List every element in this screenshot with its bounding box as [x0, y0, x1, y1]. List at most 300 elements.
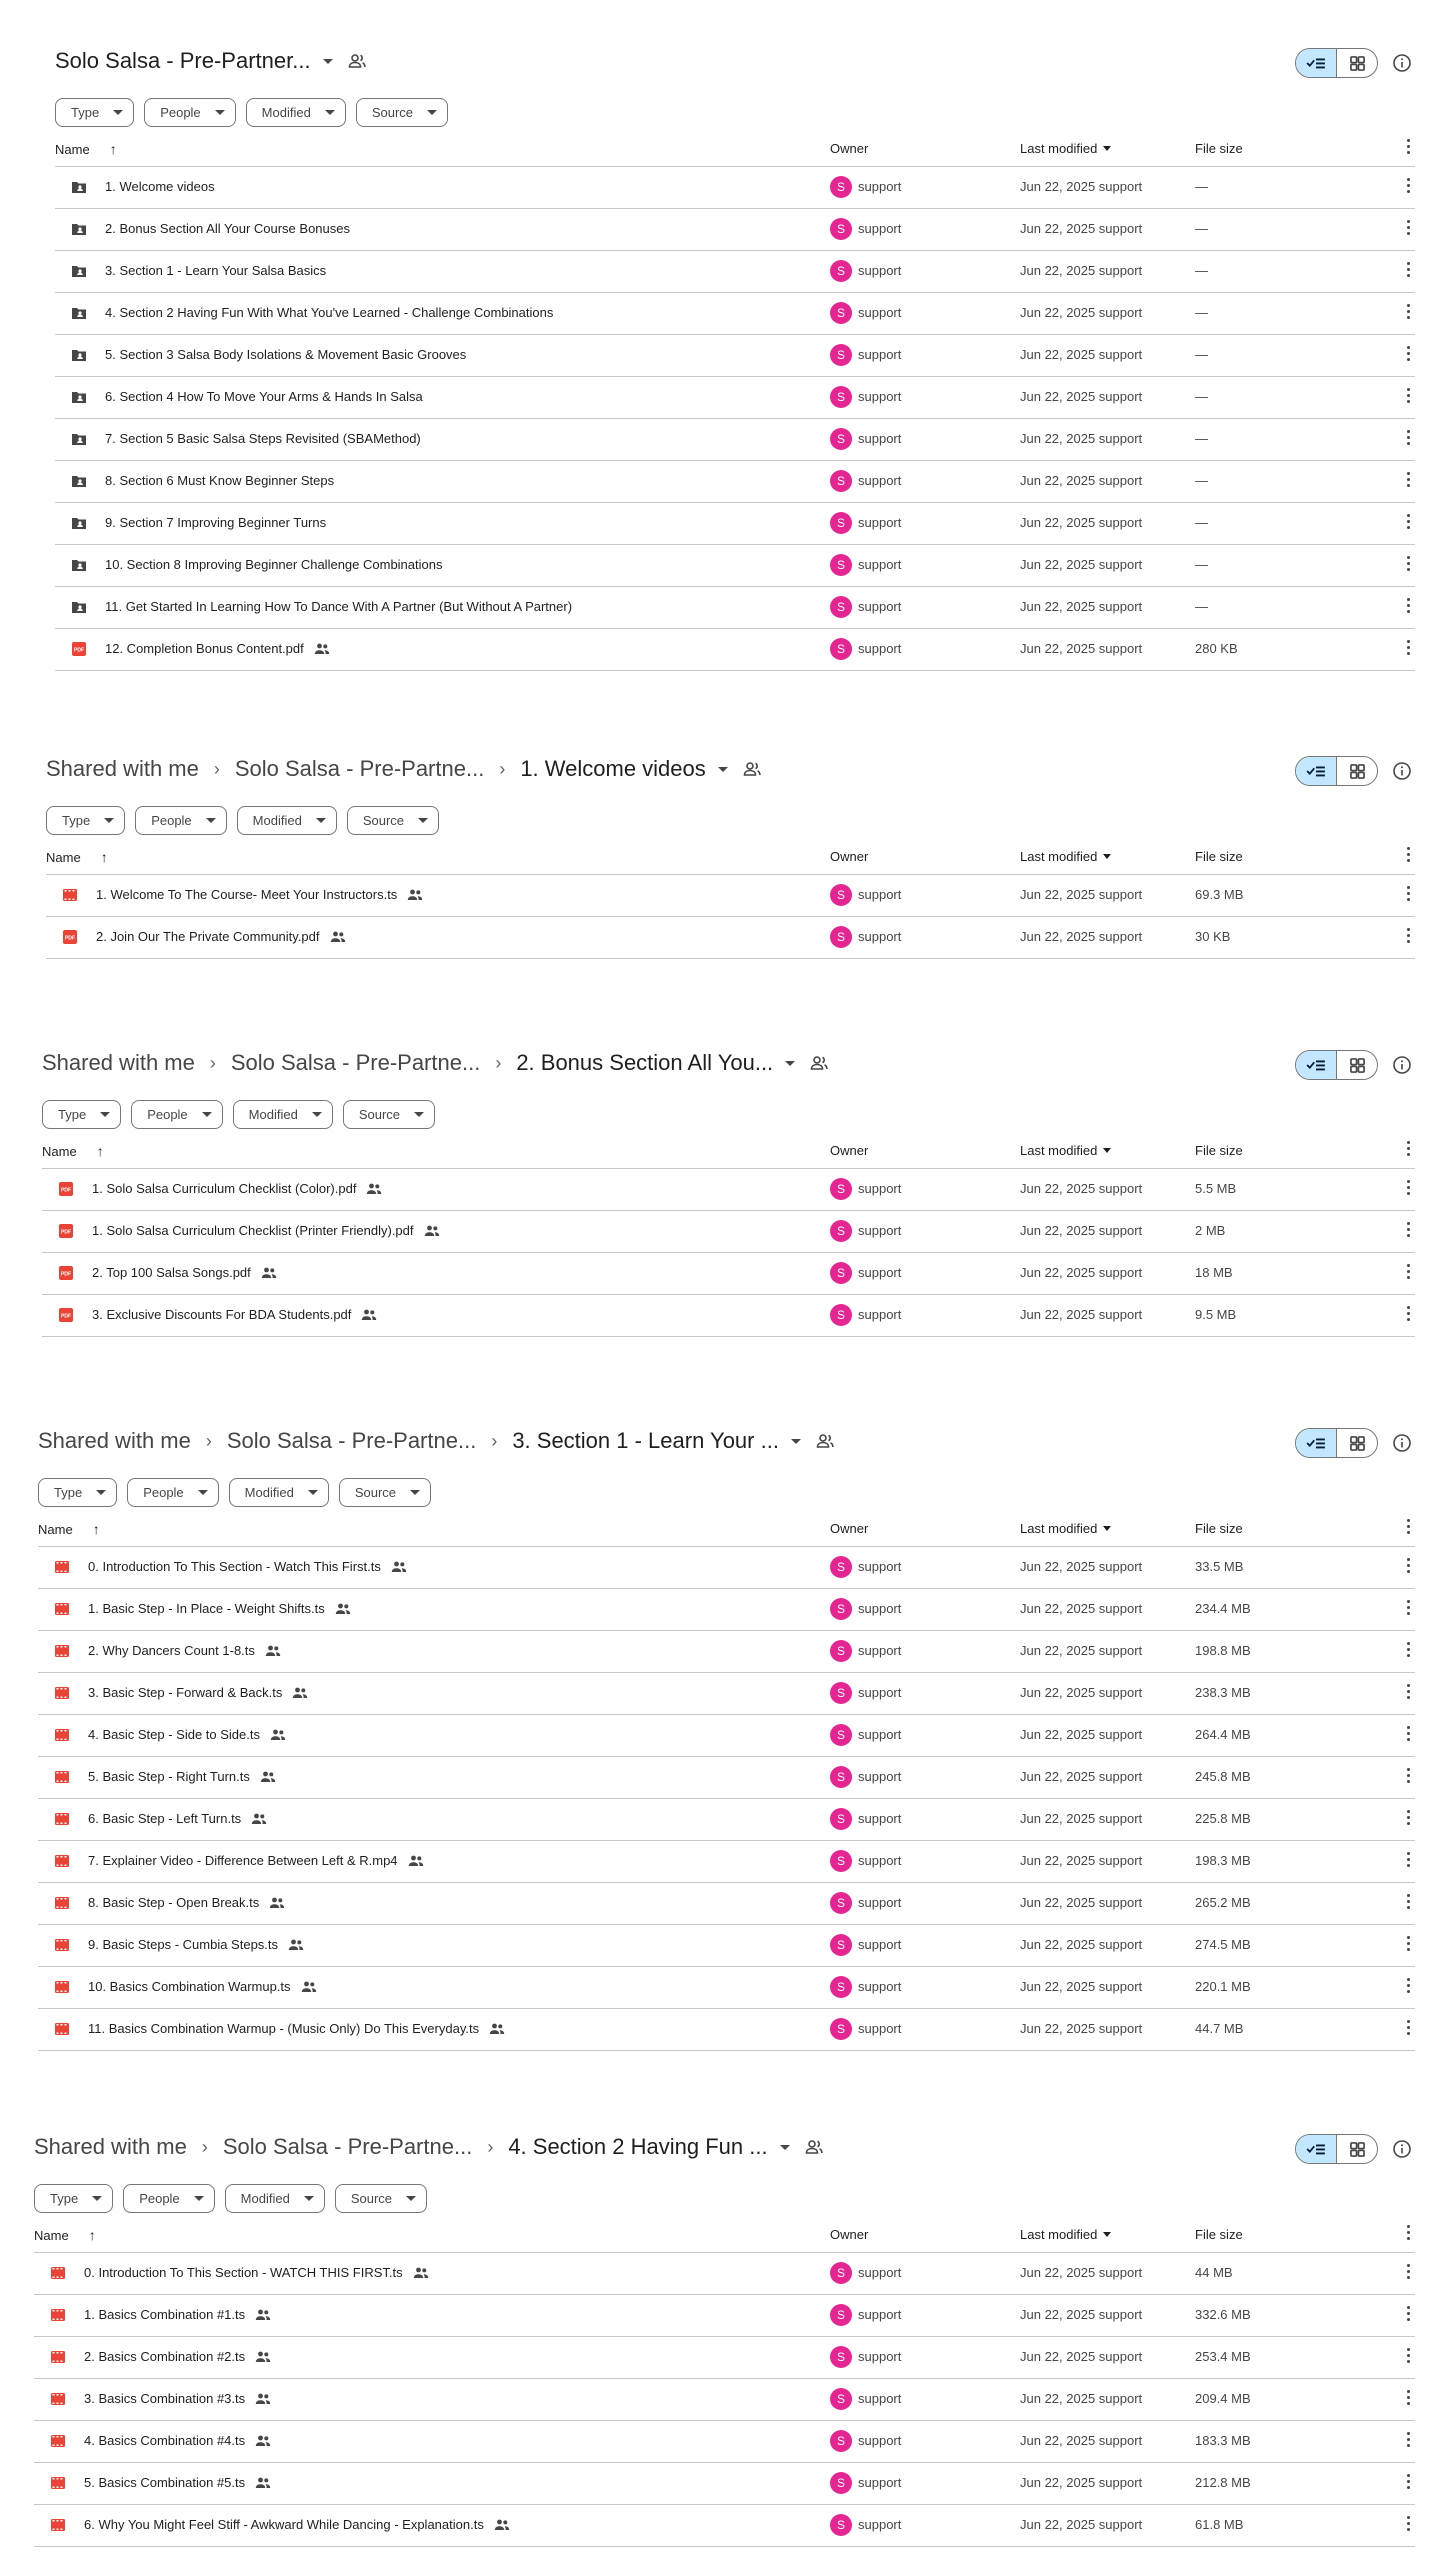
info-icon[interactable]	[1392, 2139, 1412, 2159]
avatar: S	[830, 884, 852, 906]
file-size: 5.5 MB	[1195, 1181, 1237, 1196]
table-row[interactable]	[34, 2505, 1415, 2547]
file-name-cell[interactable]	[92, 1181, 382, 1196]
chevron-down-icon	[308, 1490, 318, 1495]
grid-view-button[interactable]	[1337, 1051, 1377, 1079]
more-options-icon[interactable]	[1407, 220, 1411, 238]
column-name-label: Name	[55, 142, 90, 157]
file-name-cell[interactable]	[105, 263, 326, 278]
current-folder-title[interactable]: 2. Bonus Section All You...	[516, 1050, 774, 1075]
table-row[interactable]	[34, 2253, 1415, 2295]
filter-chip-type[interactable]	[55, 98, 134, 127]
more-options-icon[interactable]	[1407, 1141, 1411, 1159]
owner-name: support	[858, 1307, 902, 1322]
table-row[interactable]	[38, 1673, 1415, 1715]
more-options-icon[interactable]	[1407, 472, 1411, 490]
table-row[interactable]	[34, 2337, 1415, 2379]
more-options-icon[interactable]	[1407, 178, 1411, 196]
more-options-icon[interactable]	[1407, 928, 1411, 946]
filter-chip-type[interactable]	[42, 1100, 121, 1129]
file-size: —	[1195, 263, 1208, 278]
more-options-icon[interactable]	[1407, 1180, 1411, 1198]
owner-name: support	[858, 599, 902, 614]
more-options-icon[interactable]	[1407, 1978, 1411, 1996]
filter-chip-modified[interactable]	[229, 1478, 329, 1507]
breadcrumb-item[interactable]: Solo Salsa - Pre-Partne...	[234, 756, 485, 781]
owner-name: support	[858, 1643, 902, 1658]
avatar: S	[830, 2472, 852, 2494]
info-icon[interactable]	[1392, 1433, 1412, 1453]
filter-chip-modified[interactable]	[237, 806, 337, 835]
owner-name: support	[858, 2517, 902, 2532]
file-name-cell[interactable]	[84, 2265, 429, 2280]
more-options-icon[interactable]	[1407, 1768, 1411, 1786]
file-name: 10. Basics Combination Warmup.ts	[88, 1979, 291, 1994]
sort-up-arrow-icon[interactable]: ↑	[88, 2227, 96, 2243]
column-header-owner[interactable]: Owner	[830, 1521, 869, 1536]
owner-name: support	[858, 347, 902, 362]
file-name-cell[interactable]	[88, 2021, 505, 2036]
file-size: —	[1195, 599, 1208, 614]
more-options-icon[interactable]	[1407, 1810, 1411, 1828]
more-options-icon[interactable]	[1407, 388, 1411, 406]
more-options-icon[interactable]	[1407, 2306, 1411, 2324]
owner-name: support	[858, 305, 902, 320]
filter-chip-modified[interactable]	[246, 98, 346, 127]
list-view-button[interactable]	[1296, 1429, 1337, 1457]
owner-name: support	[858, 431, 902, 446]
table-row[interactable]	[38, 2009, 1415, 2051]
more-options-icon[interactable]	[1407, 139, 1411, 157]
more-options-icon[interactable]	[1407, 1936, 1411, 1954]
file-name-cell[interactable]	[105, 221, 350, 236]
breadcrumb-item[interactable]: Solo Salsa - Pre-Partne...	[222, 2134, 473, 2159]
sort-down-icon	[1103, 146, 1111, 151]
filter-chip-modified[interactable]	[233, 1100, 333, 1129]
file-name-cell[interactable]	[92, 1265, 277, 1280]
filter-chip-type[interactable]	[38, 1478, 117, 1507]
file-name: 11. Get Started In Learning How To Dance With A Partner (But Without A Partner)	[105, 599, 573, 614]
more-options-icon[interactable]	[1407, 847, 1411, 865]
sort-up-arrow-icon[interactable]: ↑	[96, 1143, 104, 1159]
column-header-name[interactable]	[38, 1521, 100, 1537]
file-name-cell[interactable]	[105, 389, 423, 404]
column-header-last-modified[interactable]	[1020, 1521, 1111, 1536]
filter-chip-people[interactable]	[123, 2184, 214, 2213]
last-modified: Jun 22, 2025 support	[1020, 179, 1143, 194]
table-row[interactable]	[46, 875, 1415, 917]
chevron-down-icon	[215, 110, 225, 115]
grid-view-button[interactable]	[1337, 49, 1377, 77]
sort-up-arrow-icon[interactable]: ↑	[100, 849, 108, 865]
file-name-cell[interactable]	[105, 305, 553, 320]
table-row[interactable]	[38, 1631, 1415, 1673]
avatar: S	[830, 1556, 852, 1578]
file-name-cell[interactable]	[88, 1685, 308, 1700]
more-options-icon[interactable]	[1407, 514, 1411, 532]
column-header-name[interactable]	[42, 1143, 104, 1159]
chevron-down-icon	[316, 818, 326, 823]
breadcrumb-item[interactable]: Solo Salsa - Pre-Partne...	[230, 1050, 481, 1075]
breadcrumb-item[interactable]: Shared with me	[38, 1428, 191, 1453]
filter-chip-source[interactable]	[339, 1478, 431, 1507]
file-name: 7. Section 5 Basic Salsa Steps Revisited (SBAMethod)	[105, 431, 421, 446]
file-name-cell[interactable]	[88, 1727, 286, 1742]
filter-chip-people[interactable]	[135, 806, 226, 835]
list-view-button[interactable]	[1296, 757, 1337, 785]
svg-text:PDF: PDF	[73, 647, 85, 654]
last-modified: Jun 22, 2025 support	[1020, 1685, 1143, 1700]
file-name: 1. Basic Step - In Place - Weight Shifts.ts	[88, 1601, 325, 1616]
owner-name: support	[858, 641, 902, 656]
video-icon	[50, 2475, 66, 2491]
file-name-cell[interactable]	[84, 2391, 271, 2406]
info-icon[interactable]	[1392, 53, 1412, 73]
table-row[interactable]	[38, 1883, 1415, 1925]
breadcrumb-item[interactable]: Shared with me	[34, 2134, 187, 2159]
dropdown-caret-icon[interactable]	[780, 2145, 790, 2150]
more-options-icon[interactable]	[1407, 430, 1411, 448]
column-header-owner[interactable]: Owner	[830, 2227, 869, 2242]
table-row[interactable]	[42, 1295, 1415, 1337]
table-row[interactable]	[34, 2463, 1415, 2505]
file-name-cell[interactable]	[84, 2475, 271, 2490]
more-options-icon[interactable]	[1407, 2348, 1411, 2366]
table-row[interactable]	[38, 1925, 1415, 1967]
column-header-name[interactable]	[34, 2227, 96, 2243]
column-header-file-size[interactable]: File size	[1195, 1521, 1243, 1536]
more-options-icon[interactable]	[1407, 2516, 1411, 2534]
table-row[interactable]	[55, 335, 1415, 377]
breadcrumb-item[interactable]: Solo Salsa - Pre-Partne...	[226, 1428, 477, 1453]
shared-folder-icon	[71, 599, 87, 615]
more-options-icon[interactable]	[1407, 2432, 1411, 2450]
table-row[interactable]	[55, 293, 1415, 335]
file-name-cell[interactable]	[105, 599, 572, 614]
more-options-icon[interactable]	[1407, 262, 1411, 280]
file-name-cell[interactable]	[88, 1853, 424, 1868]
filter-chips	[42, 1100, 435, 1129]
chevron-right-icon: ›	[495, 1052, 502, 1073]
chevron-right-icon: ›	[499, 758, 506, 779]
shared-people-icon	[301, 1980, 317, 1994]
last-modified: Jun 22, 2025 support	[1020, 1853, 1143, 1868]
table-row[interactable]	[55, 629, 1415, 671]
file-size: 280 KB	[1195, 641, 1238, 656]
file-name: 2. Join Our The Private Community.pdf	[96, 929, 320, 944]
more-options-icon[interactable]	[1407, 1684, 1411, 1702]
table-row[interactable]	[55, 587, 1415, 629]
filter-chip-source[interactable]	[356, 98, 448, 127]
owner-name: support	[858, 2021, 902, 2036]
chevron-down-icon	[104, 818, 114, 823]
filter-chip-type[interactable]	[34, 2184, 113, 2213]
file-size: 332.6 MB	[1195, 2307, 1251, 2322]
current-folder-title[interactable]: 1. Welcome videos	[520, 756, 706, 781]
sort-down-icon	[1103, 2232, 1111, 2237]
column-header-owner[interactable]: Owner	[830, 849, 869, 864]
file-name: 4. Basics Combination #4.ts	[84, 2433, 246, 2448]
table-row[interactable]	[38, 1757, 1415, 1799]
shared-people-icon	[361, 1308, 377, 1322]
filter-chip-people[interactable]	[131, 1100, 222, 1129]
file-list-panel	[55, 40, 1415, 672]
file-name: 3. Section 1 - Learn Your Salsa Basics	[105, 263, 327, 278]
file-name-cell[interactable]	[92, 1307, 377, 1322]
more-options-icon[interactable]	[1407, 598, 1411, 616]
table-row[interactable]	[46, 917, 1415, 959]
shared-folder-icon	[815, 1431, 835, 1451]
pdf-icon	[71, 641, 87, 657]
info-icon[interactable]	[1392, 1055, 1412, 1075]
file-name-cell[interactable]	[88, 1937, 304, 1952]
owner-name: support	[858, 179, 902, 194]
table-row[interactable]	[55, 503, 1415, 545]
filter-chip-label: Source	[358, 1107, 401, 1122]
column-header-last-modified[interactable]	[1020, 2227, 1111, 2242]
last-modified: Jun 22, 2025 support	[1020, 1223, 1143, 1238]
owner-name: support	[858, 389, 902, 404]
file-size: 220.1 MB	[1195, 1979, 1251, 1994]
owner-name: support	[858, 2391, 902, 2406]
column-header-last-modified[interactable]	[1020, 141, 1111, 156]
more-options-icon[interactable]	[1407, 1852, 1411, 1870]
last-modified: Jun 22, 2025 support	[1020, 1643, 1143, 1658]
column-header-file-size[interactable]: File size	[1195, 1143, 1243, 1158]
more-options-icon[interactable]	[1407, 1306, 1411, 1324]
filter-chip-people[interactable]	[144, 98, 235, 127]
file-name-cell[interactable]	[84, 2433, 271, 2448]
file-size: —	[1195, 473, 1208, 488]
more-options-icon[interactable]	[1407, 304, 1411, 322]
table-row[interactable]	[38, 1967, 1415, 2009]
more-options-icon[interactable]	[1407, 2474, 1411, 2492]
more-options-icon[interactable]	[1407, 2020, 1411, 2038]
table-row[interactable]	[55, 251, 1415, 293]
column-header-file-size[interactable]: File size	[1195, 849, 1243, 864]
last-modified: Jun 22, 2025 support	[1020, 263, 1143, 278]
file-name-cell[interactable]	[105, 179, 215, 194]
table-row[interactable]	[55, 545, 1415, 587]
shared-folder-icon	[71, 389, 87, 405]
more-options-icon[interactable]	[1407, 1726, 1411, 1744]
table-row[interactable]	[38, 1841, 1415, 1883]
file-size: 2 MB	[1195, 1223, 1226, 1238]
dropdown-caret-icon[interactable]	[791, 1439, 801, 1444]
filter-chip-people[interactable]	[127, 1478, 218, 1507]
svg-text:PDF: PDF	[60, 1271, 72, 1278]
grid-view-button[interactable]	[1337, 1429, 1377, 1457]
filter-chip-source[interactable]	[335, 2184, 427, 2213]
more-options-icon[interactable]	[1407, 1264, 1411, 1282]
table-row[interactable]	[38, 1589, 1415, 1631]
column-header-last-modified[interactable]	[1020, 1143, 1111, 1158]
avatar: S	[830, 1220, 852, 1242]
file-name-cell[interactable]	[96, 929, 346, 944]
table-row[interactable]	[42, 1169, 1415, 1211]
more-options-icon[interactable]	[1407, 556, 1411, 574]
file-name-cell[interactable]	[88, 1769, 276, 1784]
file-name: 9. Basic Steps - Cumbia Steps.ts	[88, 1937, 279, 1952]
more-options-icon[interactable]	[1407, 2390, 1411, 2408]
dropdown-caret-icon[interactable]	[718, 767, 728, 772]
chevron-right-icon: ›	[201, 2136, 208, 2157]
file-name: 3. Exclusive Discounts For BDA Students.pdf	[92, 1307, 352, 1322]
file-size: 274.5 MB	[1195, 1937, 1251, 1952]
video-icon	[50, 2307, 66, 2323]
file-name-cell[interactable]	[105, 641, 330, 656]
file-size: —	[1195, 557, 1208, 572]
current-folder-title[interactable]: 4. Section 2 Having Fun ...	[508, 2134, 768, 2159]
pdf-icon	[58, 1181, 74, 1197]
sort-up-arrow-icon[interactable]: ↑	[92, 1521, 100, 1537]
more-options-icon[interactable]	[1407, 2264, 1411, 2282]
last-modified: Jun 22, 2025 support	[1020, 2021, 1143, 2036]
shared-folder-icon	[809, 1053, 829, 1073]
file-name-cell[interactable]	[84, 2307, 271, 2322]
table-header	[42, 1132, 1415, 1169]
column-name-label: Name	[46, 850, 81, 865]
more-options-icon[interactable]	[1407, 886, 1411, 904]
file-name: 12. Completion Bonus Content.pdf	[105, 641, 304, 656]
sort-up-arrow-icon[interactable]: ↑	[109, 141, 117, 157]
file-name-cell[interactable]	[88, 1643, 281, 1658]
owner-name: support	[858, 1265, 902, 1280]
avatar: S	[830, 2514, 852, 2536]
more-options-icon[interactable]	[1407, 1642, 1411, 1660]
more-options-icon[interactable]	[1407, 1600, 1411, 1618]
current-folder-title[interactable]: Solo Salsa - Pre-Partner...	[55, 48, 311, 73]
table-row[interactable]	[38, 1547, 1415, 1589]
more-options-icon[interactable]	[1407, 1558, 1411, 1576]
info-icon[interactable]	[1392, 761, 1412, 781]
file-name-cell[interactable]	[84, 2349, 271, 2364]
column-header-file-size[interactable]: File size	[1195, 2227, 1243, 2242]
column-header-file-size[interactable]: File size	[1195, 141, 1243, 156]
avatar: S	[830, 470, 852, 492]
last-modified: Jun 22, 2025 support	[1020, 347, 1143, 362]
table-row[interactable]	[55, 377, 1415, 419]
avatar: S	[830, 1934, 852, 1956]
table-row[interactable]	[55, 209, 1415, 251]
dropdown-caret-icon[interactable]	[785, 1061, 795, 1066]
shared-folder-icon	[71, 221, 87, 237]
table-row[interactable]	[55, 419, 1415, 461]
file-name: 6. Basic Step - Left Turn.ts	[88, 1811, 242, 1826]
video-icon	[50, 2265, 66, 2281]
filter-chip-label: Type	[62, 813, 91, 828]
table-row[interactable]	[38, 1715, 1415, 1757]
table-row[interactable]	[38, 1799, 1415, 1841]
file-name-cell[interactable]	[88, 1979, 317, 1994]
column-modified-label: Last modified	[1020, 2227, 1098, 2242]
chevron-down-icon	[427, 110, 437, 115]
svg-text:PDF: PDF	[60, 1313, 72, 1320]
more-options-icon[interactable]	[1407, 2225, 1411, 2243]
breadcrumb-item[interactable]: Shared with me	[42, 1050, 195, 1075]
last-modified: Jun 22, 2025 support	[1020, 1181, 1143, 1196]
list-view-button[interactable]	[1296, 49, 1337, 77]
table-row[interactable]	[34, 2379, 1415, 2421]
chevron-down-icon	[304, 2196, 314, 2201]
view-controls	[1295, 1428, 1412, 1458]
file-name-cell[interactable]	[96, 887, 423, 902]
file-name-cell[interactable]	[105, 473, 334, 488]
dropdown-caret-icon[interactable]	[323, 59, 333, 64]
last-modified: Jun 22, 2025 support	[1020, 1265, 1143, 1280]
shared-people-icon	[424, 1224, 440, 1238]
filter-chip-type[interactable]	[46, 806, 125, 835]
table-row[interactable]	[34, 2295, 1415, 2337]
video-icon	[54, 1643, 70, 1659]
file-name-cell[interactable]	[88, 1895, 285, 1910]
file-size: —	[1195, 389, 1208, 404]
chevron-right-icon: ›	[491, 1430, 498, 1451]
file-size: —	[1195, 347, 1208, 362]
file-name-cell[interactable]	[105, 515, 326, 530]
file-name-cell[interactable]	[105, 431, 421, 446]
column-header-name[interactable]	[46, 849, 108, 865]
filter-chip-source[interactable]	[343, 1100, 435, 1129]
chevron-down-icon	[312, 1112, 322, 1117]
last-modified: Jun 22, 2025 support	[1020, 1811, 1143, 1826]
table-row[interactable]	[42, 1211, 1415, 1253]
column-header-owner[interactable]: Owner	[830, 1143, 869, 1158]
grid-view-button[interactable]	[1337, 2135, 1377, 2163]
file-name-cell[interactable]	[88, 1559, 407, 1574]
column-modified-label: Last modified	[1020, 849, 1098, 864]
more-options-icon[interactable]	[1407, 1519, 1411, 1537]
filter-chip-label: People	[160, 105, 201, 120]
column-header-owner[interactable]: Owner	[830, 141, 869, 156]
file-name-cell[interactable]	[88, 1811, 267, 1826]
list-view-button[interactable]	[1296, 1051, 1337, 1079]
file-name: 1. Basics Combination #1.ts	[84, 2307, 246, 2322]
filter-chip-modified[interactable]	[225, 2184, 325, 2213]
list-view-button[interactable]	[1296, 2135, 1337, 2163]
more-options-icon[interactable]	[1407, 1222, 1411, 1240]
column-header-name[interactable]	[55, 141, 117, 157]
file-name-cell[interactable]	[92, 1223, 440, 1238]
column-header-last-modified[interactable]	[1020, 849, 1111, 864]
file-name-cell[interactable]	[105, 557, 442, 572]
file-name-cell[interactable]	[88, 1601, 351, 1616]
file-name: 9. Section 7 Improving Beginner Turns	[105, 515, 327, 530]
more-options-icon[interactable]	[1407, 640, 1411, 658]
file-size: 225.8 MB	[1195, 1811, 1251, 1826]
table-row[interactable]	[42, 1253, 1415, 1295]
file-name-cell[interactable]	[84, 2517, 510, 2532]
table-row[interactable]	[34, 2421, 1415, 2463]
table-row[interactable]	[55, 167, 1415, 209]
avatar: S	[830, 1976, 852, 1998]
grid-view-button[interactable]	[1337, 757, 1377, 785]
file-size: 9.5 MB	[1195, 1307, 1237, 1322]
filter-chip-label: Type	[58, 1107, 87, 1122]
breadcrumb-item[interactable]: Shared with me	[46, 756, 199, 781]
table-row[interactable]	[55, 461, 1415, 503]
filter-chip-source[interactable]	[347, 806, 439, 835]
current-folder-title[interactable]: 3. Section 1 - Learn Your ...	[512, 1428, 779, 1453]
more-options-icon[interactable]	[1407, 346, 1411, 364]
file-name-cell[interactable]	[105, 347, 466, 362]
file-size: 198.3 MB	[1195, 1853, 1251, 1868]
avatar: S	[830, 386, 852, 408]
file-size: —	[1195, 431, 1208, 446]
file-name: 1. Solo Salsa Curriculum Checklist (Printer Friendly).pdf	[92, 1223, 414, 1238]
video-icon	[54, 1769, 70, 1785]
more-options-icon[interactable]	[1407, 1894, 1411, 1912]
